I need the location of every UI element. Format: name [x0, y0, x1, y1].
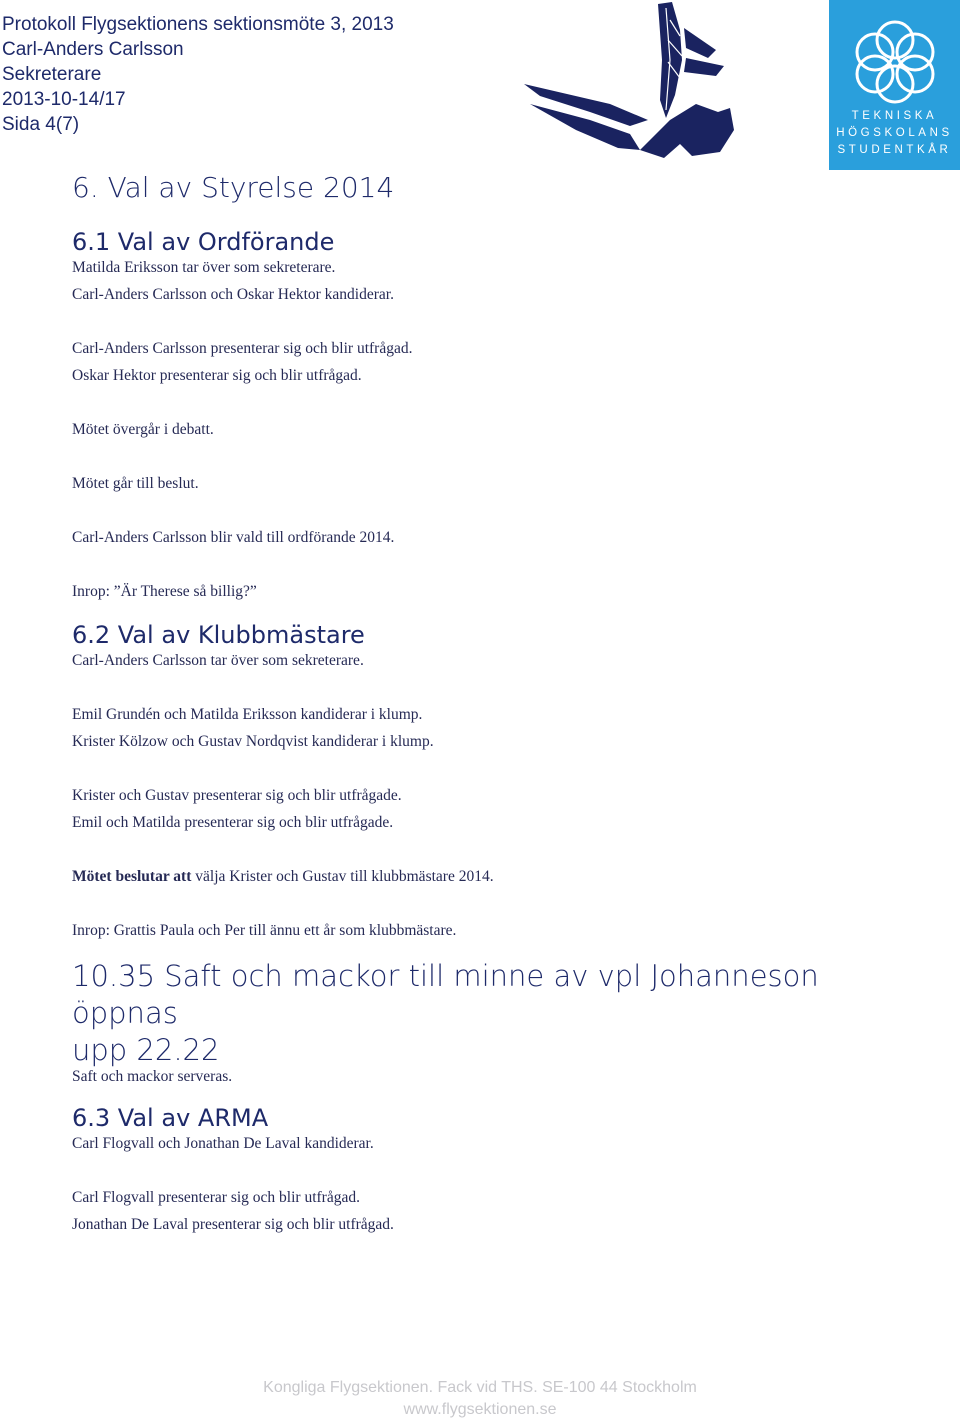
ths-logo [829, 0, 960, 170]
paragraph: Carl-Anders Carlsson blir vald till ordförande 2014. [72, 529, 395, 546]
subsection-heading-ordforande: 6.1 Val av Ordförande [72, 228, 335, 256]
paragraph: Carl-Anders Carlsson tar över som sekreterare. [72, 652, 364, 669]
paragraph: Carl Flogvall presenterar sig och blir utfrågad. [72, 1189, 360, 1206]
paragraph: Krister Kölzow och Gustav Nordqvist kandiderar i klump. [72, 733, 434, 750]
break-heading-line-1: 10.35 Saft och mackor till minne av vpl Johanneson öppnas [72, 959, 819, 1030]
ths-line-3: STUDENTKÅR [837, 144, 952, 156]
ths-wordmark [829, 108, 960, 159]
paragraph: Carl Flogvall och Jonathan De Laval kandiderar. [72, 1135, 374, 1152]
paragraph: Inrop: ”Är Therese så billig?” [72, 583, 257, 600]
ths-line-1: TEKNISKA [851, 110, 938, 122]
paragraph: Saft och mackor serveras. [72, 1068, 233, 1085]
break-heading-line-2: upp 22.22 [72, 1033, 220, 1067]
paragraph: Emil Grundén och Matilda Eriksson kandiderar i klump. [72, 706, 423, 723]
document-footer [0, 1377, 960, 1421]
paragraph: Inrop: Grattis Paula och Per till ännu ett år som klubbmästare. [72, 922, 457, 939]
paragraph: Mötet övergår i debatt. [72, 421, 214, 438]
document-body [72, 170, 932, 1238]
flygsektionen-logo [520, 0, 750, 160]
footer-website: www.flygsektionen.se [403, 1401, 557, 1418]
knot-icon [845, 10, 945, 110]
decision-paragraph [72, 863, 932, 890]
paragraph: Krister och Gustav presenterar sig och blir utfrågade. [72, 787, 402, 804]
decision-text: välja Krister och Gustav till klubbmästare 2014. [191, 868, 494, 885]
document-title: Protokoll Flygsektionens sektionsmöte 3, 2013 [2, 14, 394, 35]
paragraph: Carl-Anders Carlsson och Oskar Hektor kandiderar. [72, 286, 394, 303]
document-header [2, 12, 394, 137]
paragraph: Oskar Hektor presenterar sig och blir utfrågad. [72, 367, 362, 384]
page-number: Sida 4(7) [2, 114, 80, 135]
subsection-heading-arma: 6.3 Val av ARMA [72, 1104, 269, 1132]
paragraph: Mötet går till beslut. [72, 475, 199, 492]
author-name: Carl-Anders Carlsson [2, 39, 184, 60]
decision-label: Mötet beslutar att [72, 868, 192, 885]
paragraph: Matilda Eriksson tar över som sekreterare. [72, 259, 336, 276]
paragraph: Emil och Matilda presenterar sig och blir utfrågade. [72, 814, 394, 831]
subsection-heading-klubbmastare: 6.2 Val av Klubbmästare [72, 621, 365, 649]
footer-address: Kongliga Flygsektionen. Fack vid THS. SE-100 44 Stockholm [263, 1379, 697, 1396]
paragraph: Jonathan De Laval presenterar sig och blir utfrågad. [72, 1216, 394, 1233]
section-heading: 6. Val av Styrelse 2014 [72, 171, 395, 204]
author-role: Sekreterare [2, 64, 102, 85]
paragraph: Carl-Anders Carlsson presenterar sig och blir utfrågad. [72, 340, 413, 357]
ths-line-2: HÖGSKOLANS [836, 127, 953, 139]
document-date: 2013-10-14/17 [2, 89, 126, 110]
